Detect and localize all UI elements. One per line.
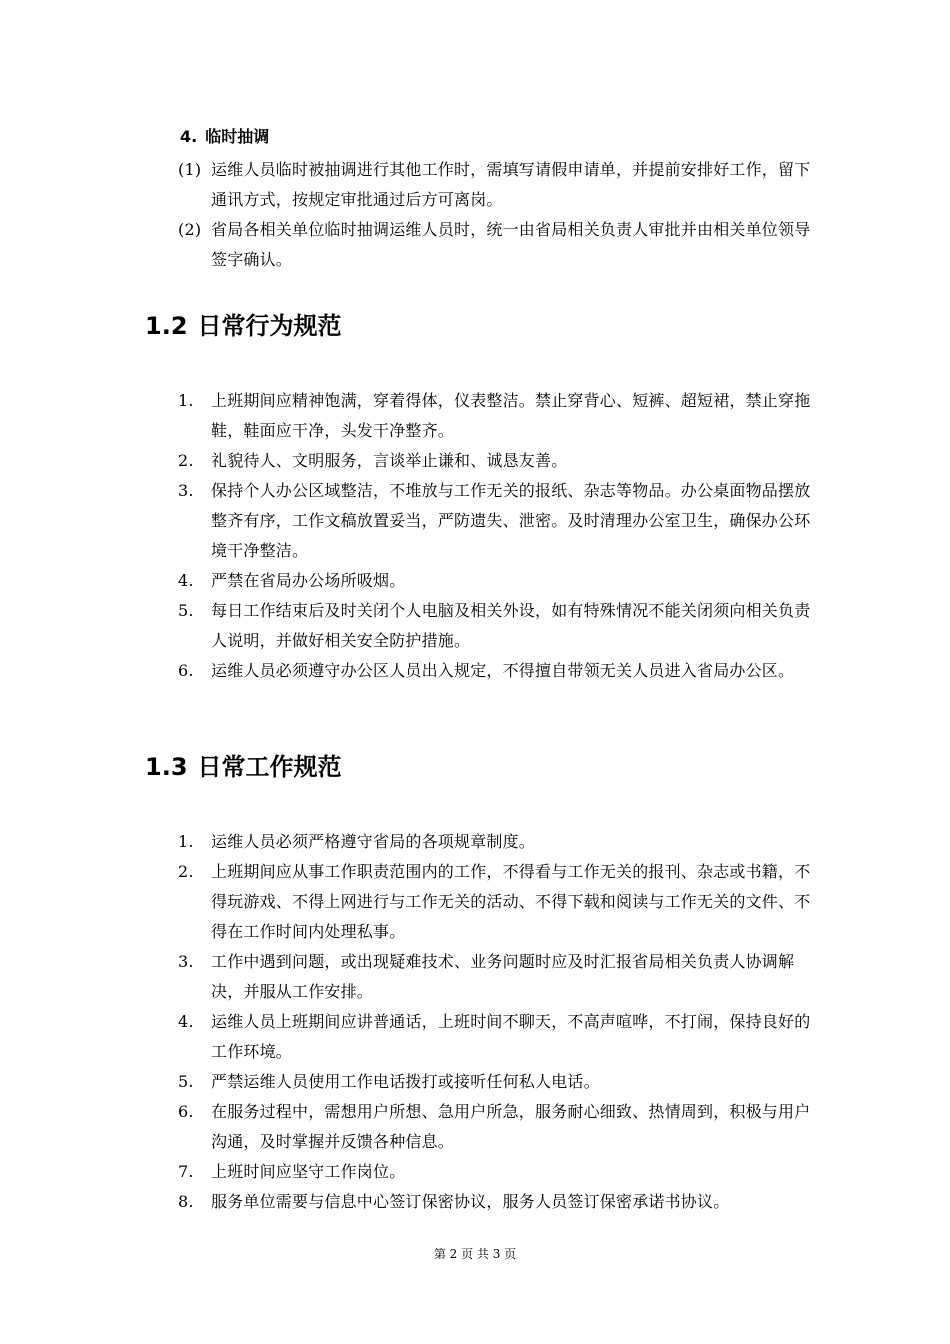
section-title: 日常行为规范 <box>197 312 342 340</box>
list-marker: 6. <box>178 661 194 680</box>
list-item <box>178 827 818 857</box>
subsection-heading <box>180 124 269 150</box>
section-heading-1-2 <box>145 310 342 342</box>
list-item <box>178 1097 818 1157</box>
list-item <box>178 1067 818 1097</box>
list-item <box>178 386 818 446</box>
list-marker: 7. <box>178 1162 194 1181</box>
list-item <box>178 476 818 566</box>
list-item-text: 上班时间应坚守工作岗位。 <box>211 1162 406 1181</box>
list-marker: 2. <box>178 862 194 881</box>
list-item <box>178 656 818 686</box>
list-item <box>178 155 818 215</box>
list-item <box>178 215 818 275</box>
list-marker: 5. <box>178 601 194 620</box>
list-marker: (1) <box>178 160 202 179</box>
list-item <box>178 1007 818 1067</box>
list-item <box>178 596 818 656</box>
list-marker: 3. <box>178 481 194 500</box>
list-item-text: 运维人员临时被抽调进行其他工作时，需填写请假申请单，并提前安排好工作，留下通讯方式，按规定审批通过后方可离岗。 <box>211 160 811 209</box>
list-item-text: 在服务过程中，需想用户所想、急用户所急，服务耐心细致、热情周到，积极与用户沟通，及时掌握并反馈各种信息。 <box>211 1102 811 1151</box>
daily-work-list <box>178 827 818 1217</box>
list-marker: 1. <box>178 832 194 851</box>
section-number: 1.2 <box>145 312 188 340</box>
list-marker: 6. <box>178 1102 194 1121</box>
list-item-text: 运维人员必须严格遵守省局的各项规章制度。 <box>211 832 536 851</box>
list-item-text: 省局各相关单位临时抽调运维人员时，统一由省局相关负责人审批并由相关单位领导签字确认。 <box>211 220 811 269</box>
list-marker: 8. <box>178 1192 194 1211</box>
daily-behavior-list <box>178 386 818 686</box>
subsection-number: 4. <box>180 127 198 146</box>
list-marker: 4. <box>178 571 194 590</box>
list-marker: 4. <box>178 1012 194 1031</box>
list-item-text: 运维人员上班期间应讲普通话，上班时间不聊天，不高声喧哗，不打闹，保持良好的工作环境。 <box>211 1012 811 1061</box>
list-item <box>178 1157 818 1187</box>
list-item <box>178 446 818 476</box>
subsection-title: 临时抽调 <box>205 127 270 146</box>
list-item-text: 上班期间应从事工作职责范围内的工作，不得看与工作无关的报刊、杂志或书籍，不得玩游戏、不得上网进行与工作无关的活动、不得下载和阅读与工作无关的文件、不得在工作时间内处理私事。 <box>211 862 811 941</box>
list-item <box>178 947 818 1007</box>
section-heading-1-3 <box>145 751 342 783</box>
list-marker: 3. <box>178 952 194 971</box>
list-item-text: 运维人员必须遵守办公区人员出入规定，不得擅自带领无关人员进入省局办公区。 <box>211 661 795 680</box>
section-title: 日常工作规范 <box>197 753 342 781</box>
list-item-text: 严禁运维人员使用工作电话拨打或接听任何私人电话。 <box>211 1072 600 1091</box>
list-marker: 1. <box>178 391 194 410</box>
list-marker: 2. <box>178 451 194 470</box>
list-marker: 5. <box>178 1072 194 1091</box>
list-item <box>178 857 818 947</box>
list-item <box>178 566 818 596</box>
list-item-text: 礼貌待人、文明服务，言谈举止谦和、诚恳友善。 <box>211 451 568 470</box>
list-item-text: 服务单位需要与信息中心签订保密协议，服务人员签订保密承诺书协议。 <box>211 1192 730 1211</box>
list-item-text: 每日工作结束后及时关闭个人电脑及相关外设，如有特殊情况不能关闭须向相关负责人说明，并做好相关安全防护措施。 <box>211 601 811 650</box>
temporary-transfer-list <box>178 155 818 275</box>
list-item <box>178 1187 818 1217</box>
list-item-text: 严禁在省局办公场所吸烟。 <box>211 571 406 590</box>
page-footer: 第 2 页 共 3 页 <box>433 1247 517 1261</box>
list-marker: (2) <box>178 220 202 239</box>
list-item-text: 上班期间应精神饱满，穿着得体，仪表整洁。禁止穿背心、短裤、超短裙，禁止穿拖鞋，鞋面应干净，头发干净整齐。 <box>211 391 811 440</box>
list-item-text: 工作中遇到问题，或出现疑难技术、业务问题时应及时汇报省局相关负责人协调解决，并服从工作安排。 <box>211 952 795 1001</box>
section-number: 1.3 <box>145 753 188 781</box>
list-item-text: 保持个人办公区域整洁，不堆放与工作无关的报纸、杂志等物品。办公桌面物品摆放整齐有序，工作文稿放置妥当，严防遗失、泄密。及时清理办公室卫生，确保办公环境干净整洁。 <box>211 481 811 560</box>
